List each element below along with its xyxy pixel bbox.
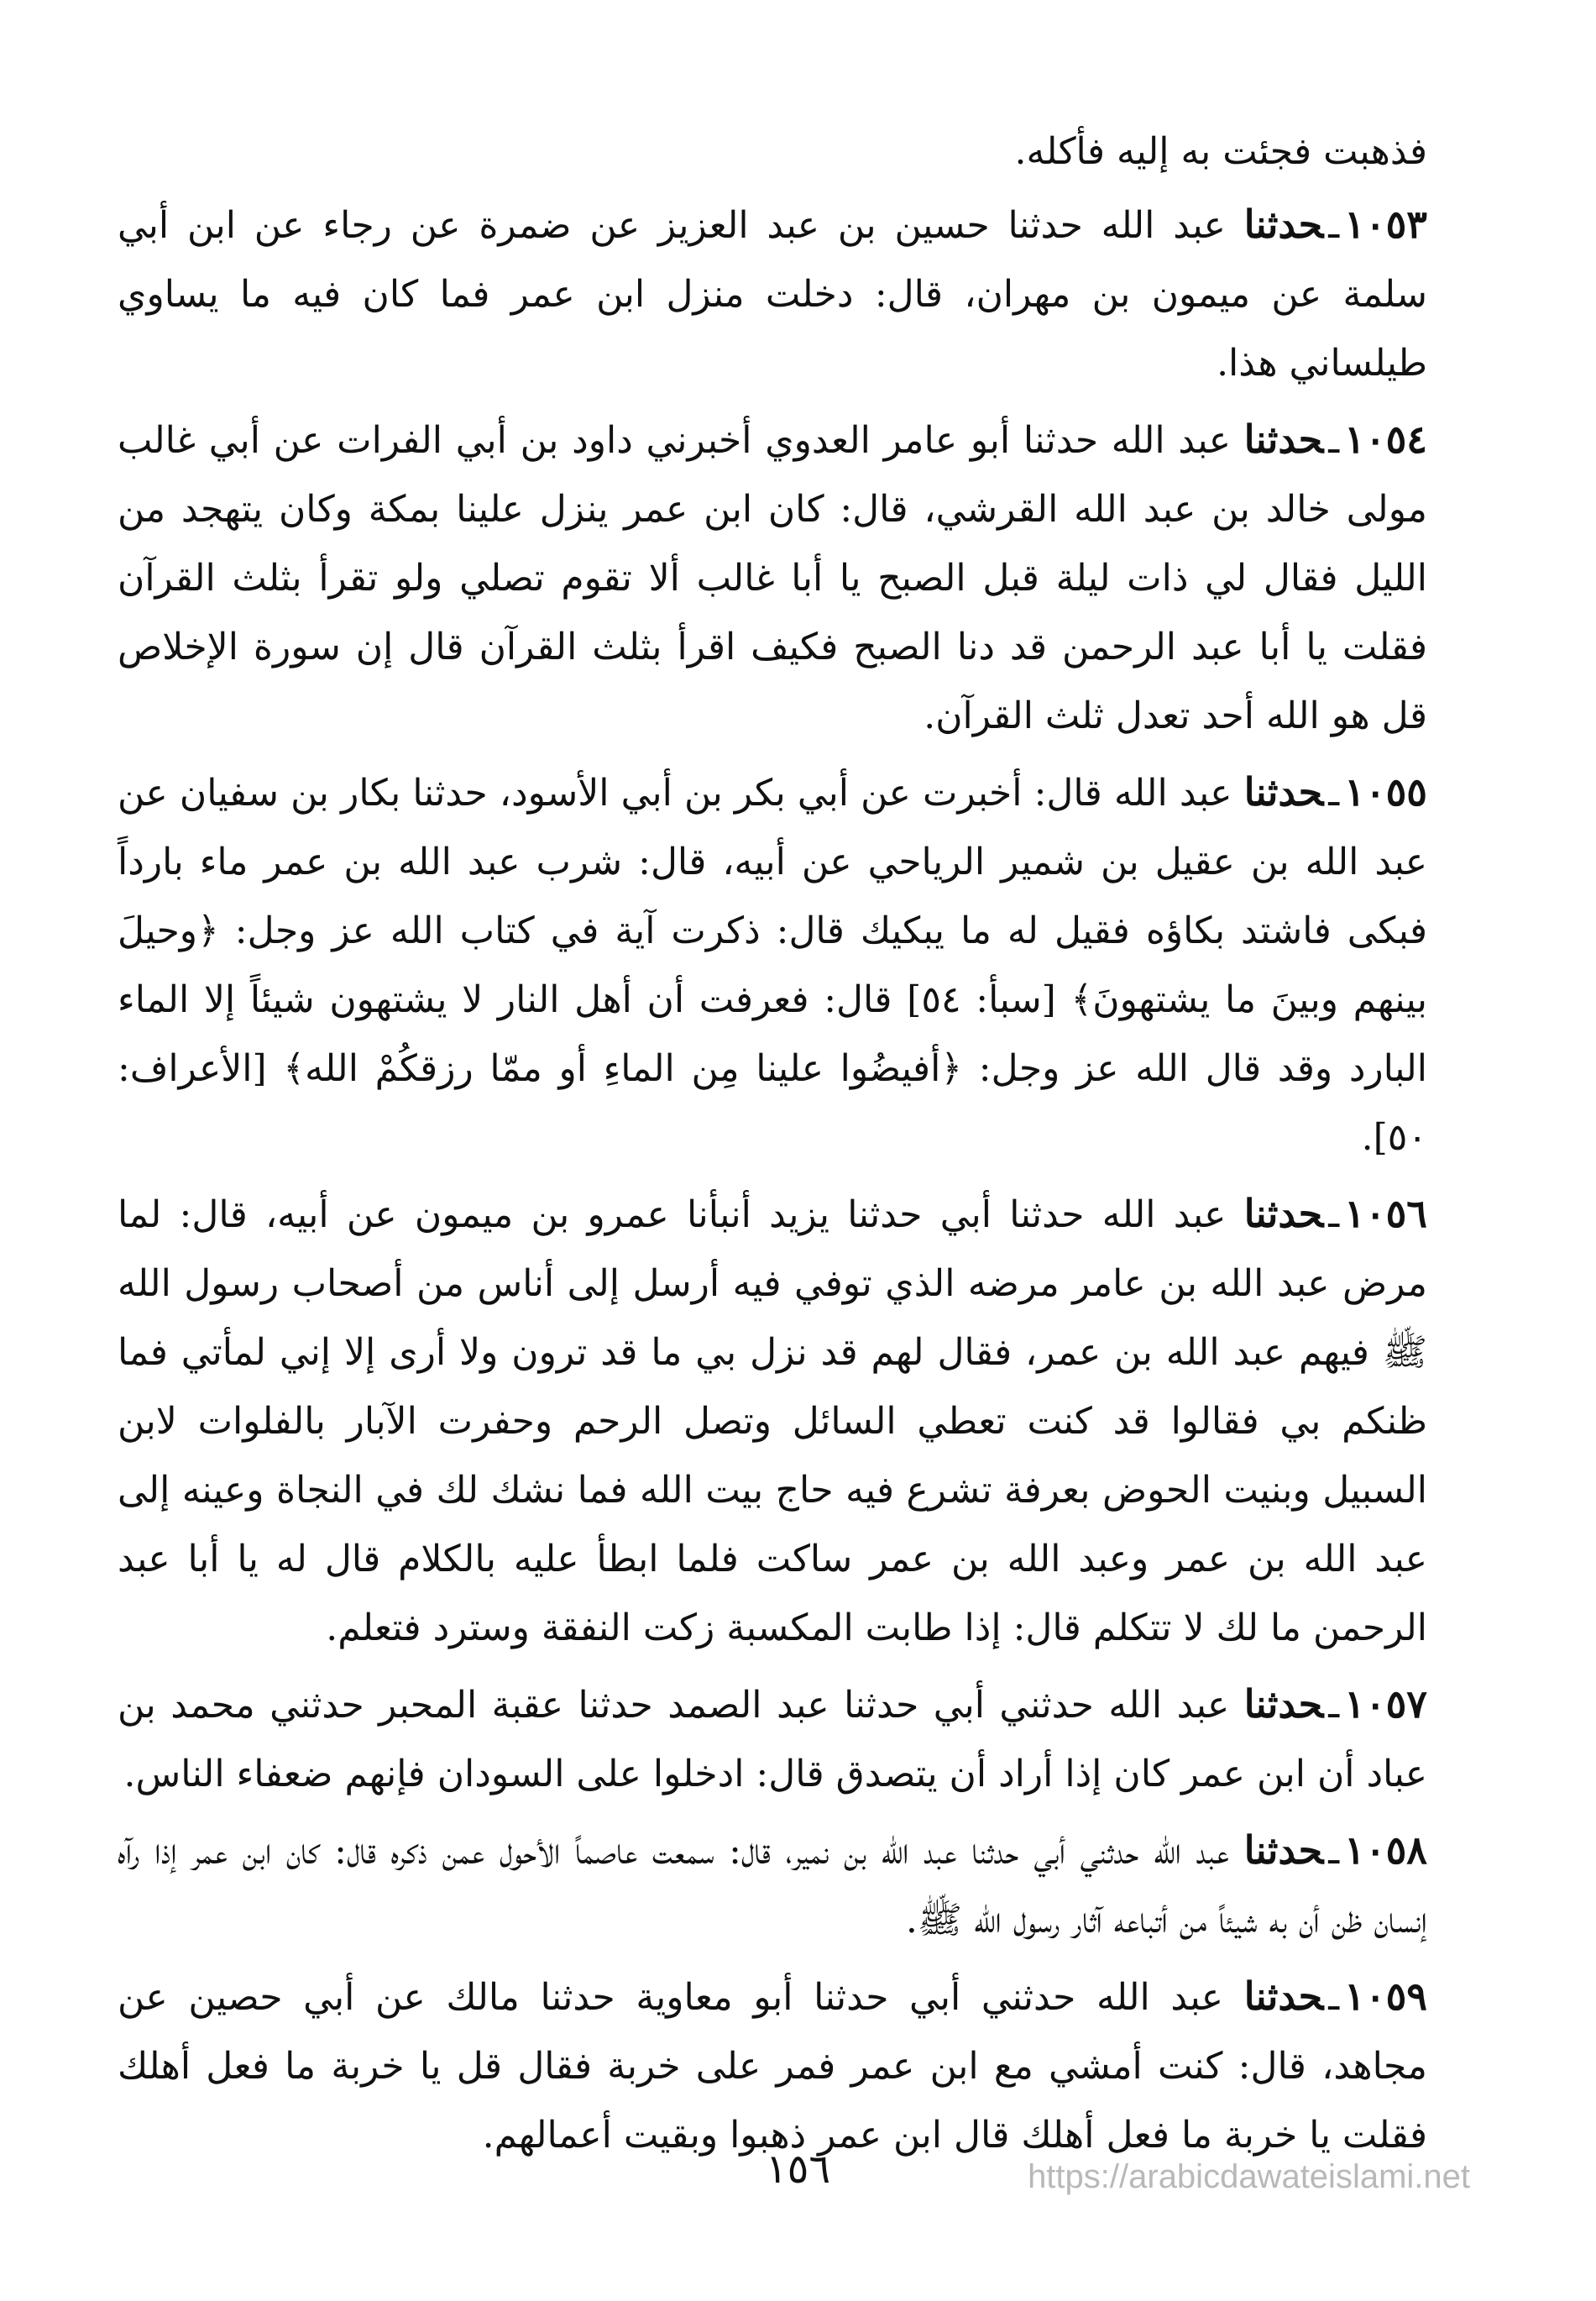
hadith-heading: حدثنا [1243,202,1324,247]
hadith-heading: حدثنا [1243,417,1324,462]
hadith-text: عبد الله حدثني أبي حدثنا عبد الله بن نمير، قال: سمعت عاصماً الأحول عمن ذكره قال: كان ابن عمر إذا رآه إنسان ظن أن به شيئاً من أتباعه آثار رسول الله ﷺ. [118,1830,1427,1942]
hadith-1059 [118,1962,1427,2170]
hadith-1056 [118,1179,1427,1663]
hadith-heading: حدثنا [1243,1827,1324,1873]
dash: ـ [1328,419,1340,462]
hadith-text: عبد الله حدثنا حسين بن عبد العزيز عن ضمرة عن رجاء عن ابن أبي سلمة عن ميمون بن مهران، قال: دخلت منزل ابن عمر فما كان فيه ما يساوي طيلساني هذا. [118,204,1428,385]
watermark-url: https://arabicdawateislami.net [1028,2158,1470,2195]
hadith-number: ١٠٥٤ [1344,417,1427,462]
hadith-number: ١٠٥٣ [1344,202,1427,247]
hadith-1053 [118,190,1427,398]
hadith-heading: حدثنا [1243,1681,1324,1727]
continuation-line: فذهبت فجئت به إليه فأكله. [1014,130,1427,173]
dash: ـ [1328,1684,1340,1727]
dash: ـ [1328,1830,1340,1873]
hadith-1057 [118,1669,1427,1809]
hadith-heading: حدثنا [1243,1191,1324,1236]
hadith-1055 [118,757,1427,1172]
dash: ـ [1328,204,1340,247]
hadith-text: عبد الله قال: أخبرت عن أبي بكر بن أبي الأسود، حدثنا بكار بن سفيان عن عبد الله بن عقيل بن شمير الرياحي عن أبيه، قال: شرب عبد الله بن عمر ماء بارداً فبكى فاشتد بكاؤه فقيل له ما يبكيك قال: ذكرت آية في كتاب الله عز وجل: ﴿وحيلَ بينهم وبينَ ما يشتهونَ﴾ [سبأ: ٥٤] قال: فعرفت أن أهل النار لا يشتهون شيئاً إلا الماء البارد وقد قال الله عز وجل: ﴿أفيضُوا علينا مِن الماءِ أو ممّا رزقكُمْ الله﴾ [الأعراف: ٥٠]. [118,772,1427,1159]
hadith-heading: حدثنا [1243,769,1324,815]
hadith-1054 [118,405,1427,751]
page-number: ١٥٦ [765,2146,831,2193]
dash: ـ [1328,772,1340,815]
hadith-1058 [118,1816,1427,1955]
hadith-text: عبد الله حدثنا أبي حدثنا يزيد أنبأنا عمرو بن ميمون عن أبيه، قال: لما مرض عبد الله بن عامر مرضه الذي توفي فيه أرسل إلى أناس من أصحاب رسول الله ﷺ فيهم عبد الله بن عمر، فقال لهم قد نزل بي ما قد ترون ولا أرى إلا إني لمأتي فما ظنكم بي فقالوا قد كنت تعطي السائل وتصل الرحم وحفرت الآبار بالفلوات لابن السبيل وبنيت الحوض بعرفة تشرع فيه حاج بيت الله فما نشك لك في النجاة وعينه إلى عبد الله بن عمر وعبد الله بن عمر ساكت فلما ابطأ عليه بالكلام قال له يا أبا عبد الرحمن ما لك لا تتكلم قال: إذا طابت المكسبة زكت النفقة وسترد فتعلم. [118,1193,1427,1649]
hadith-text: عبد الله حدثني أبي حدثنا أبو معاوية حدثنا مالك عن أبي حصين عن مجاهد، قال: كنت أمشي مع ابن عمر فمر على خربة فقال قل يا خربة ما فعل أهلك فقلت يا خربة ما فعل أهلك قال ابن عمر ذهبوا وبقيت أعمالهم. [118,1976,1427,2157]
dash: ـ [1328,1193,1340,1236]
hadith-number: ١٠٥٥ [1344,769,1427,815]
hadith-heading: حدثنا [1243,1973,1324,2019]
hadith-text: عبد الله حدثنا أبو عامر العدوي أخبرني داود بن أبي الفرات عن أبي غالب مولى خالد بن عبد الله القرشي، قال: كان ابن عمر ينزل علينا بمكة وكان يتهجد من الليل فقال لي ذات ليلة قبل الصبح يا أبا غالب ألا تقوم تصلي ولو تقرأ بثلث القرآن فقلت يا أبا عبد الرحمن قد دنا الصبح فكيف اقرأ بثلث القرآن قال إن سورة الإخلاص قل هو الله أحد تعدل ثلث القرآن. [118,419,1427,737]
page-body [118,118,1427,2177]
hadith-text: عبد الله حدثني أبي حدثنا عبد الصمد حدثنا عقبة المحبر حدثني محمد بن عباد أن ابن عمر كان إذا أراد أن يتصدق قال: ادخلوا على السودان فإنهم ضعفاء الناس. [118,1684,1427,1795]
hadith-number: ١٠٥٦ [1344,1191,1427,1236]
hadith-number: ١٠٥٧ [1344,1681,1427,1727]
hadith-number: ١٠٥٨ [1344,1827,1427,1873]
dash: ـ [1328,1976,1340,2019]
hadith-number: ١٠٥٩ [1344,1973,1427,2019]
